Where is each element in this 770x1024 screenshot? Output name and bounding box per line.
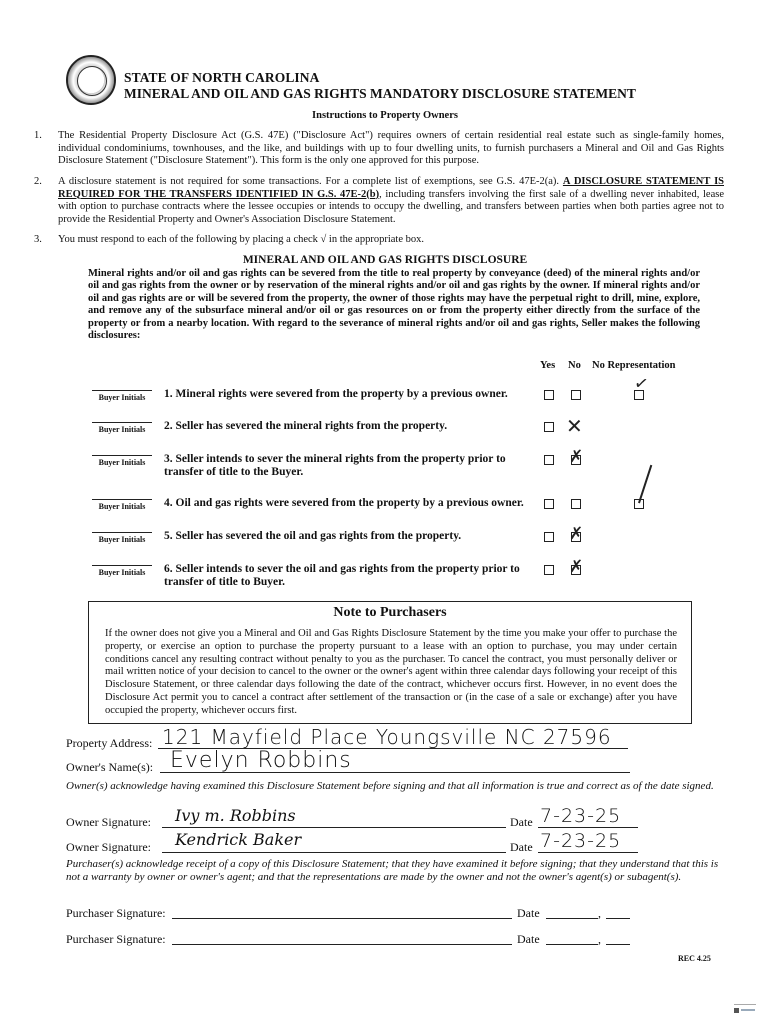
instruction-2 xyxy=(34,176,724,226)
instructions-heading: Instructions to Property Owners xyxy=(312,110,458,121)
buyer-initials-field[interactable]: Buyer Initials xyxy=(92,532,152,544)
instruction-number: 1. xyxy=(34,130,42,141)
column-no: No xyxy=(568,360,581,371)
checkmark-icon: ✓ xyxy=(632,372,650,396)
instruction-text: A disclosure statement is not required for some transactions. For a complete list of exemptions, see G.S. 47E-2(a). xyxy=(58,176,563,187)
note-to-purchasers-box xyxy=(88,601,692,724)
x-mark-icon: ✗ xyxy=(569,524,584,544)
disclosure-body: Mineral rights and/or oil and gas rights can be severed from the title to real property by conveyance (deed) of the mineral rights and/or oil and gas rights from the owner or by reservation of the mineral rights and/or oil and gas rights by the owner. If mineral rights and/or oil and gas rights are or will be severed from the property, the owner of those rights may have the perpetual right to drill, mine, explore, and remove any of the subsurface mineral and/or oil or gas resources on or from the property either directly from the surface of the property or from a nearby location. With regard to the severance of mineral rights and/or oil and gas rights, Seller makes the following disclosures: xyxy=(88,268,700,342)
instruction-number: 3. xyxy=(34,234,42,245)
instruction-number: 2. xyxy=(34,176,42,187)
question-text: 1. Mineral rights were severed from the property by a previous owner. xyxy=(164,388,508,400)
purchaser-acknowledgement: Purchaser(s) acknowledge receipt of a copy of this Disclosure Statement; that they have examined it before signing; that they understand that this is not a warranty by owner or owner's agent; and that the representations are made by the owner and not the owner's agent(s) or subagent(s). xyxy=(66,858,719,883)
checkbox-yes[interactable] xyxy=(544,532,554,542)
purchaser-year-field[interactable] xyxy=(606,918,630,919)
purchaser-date-field[interactable] xyxy=(546,944,598,945)
checkmark-icon xyxy=(638,465,652,504)
question-text: 2. Seller has severed the mineral rights from the property. xyxy=(164,420,448,432)
owner-date-1[interactable]: 7-23-25 xyxy=(540,805,622,827)
instruction-text-cont: , including transfers involving the first sale of a dwelling never inhabited, lease with option to purchase contracts where the lessee occupies or intends to occupy the dwelling, and transfers between parties when both parties agree not to provide the Residential Property and Owner's Association Disclosure Statement. xyxy=(58,188,725,225)
date-label: Date xyxy=(517,906,540,920)
title-form: MINERAL AND OIL AND GAS RIGHTS MANDATORY DISCLOSURE STATEMENT xyxy=(124,86,636,101)
instruction-3 xyxy=(34,234,724,247)
buyer-initials-field[interactable]: Buyer Initials xyxy=(92,455,152,467)
buyer-initials-field[interactable]: Buyer Initials xyxy=(92,499,152,511)
checkbox-no[interactable] xyxy=(571,390,581,400)
purchaser-date-field[interactable] xyxy=(546,918,598,919)
date-separator: , xyxy=(598,906,601,920)
instruction-1 xyxy=(34,130,724,168)
x-mark-icon: ✗ xyxy=(569,447,584,467)
property-address-label: Property Address: xyxy=(66,736,153,750)
buyer-initials-field[interactable]: Buyer Initials xyxy=(92,422,152,434)
x-mark-icon: ✗ xyxy=(569,557,584,577)
instruction-text: The Residential Property Disclosure Act (G.S. 47E) ("Disclosure Act") requires owners of certain residential real estate such as single-family homes, individual condominiums, townhouses, and the like, and buildings with up to four dwelling units, to furnish purchasers a Mineral and Oil and Gas Rights Disclosure Statement ("Disclosure Statement"). This form is the only one approved for this purpose. xyxy=(58,130,724,166)
state-seal-logo xyxy=(66,55,116,105)
owner-date-2[interactable]: 7-23-25 xyxy=(540,830,622,852)
note-body: If the owner does not give you a Mineral and Oil and Gas Rights Disclosure Statement by the time you make your offer to purchase the property, or exercise an option to purchase the property pursuant to a lease with an option to purchase, you may under certain conditions cancel any resulting contract without penalty to you as the purchaser. To cancel the contract, you must personally deliver or mail written notice of your decision to cancel to the owner or the owner's agent within three calendar days following your receipt of this Disclosure Statement, or three calendar days following the date of the contract, whichever occurs first. However, in no event does the Disclosure Act permit you to cancel a contract after settlement of the transaction or (in the case of a sale or exchange) after you have occupied the property, whichever occurs first. xyxy=(105,628,677,716)
owner-signature-1[interactable]: Ivy m. Robbins xyxy=(175,806,296,825)
scanner-watermark-icon xyxy=(734,1004,756,1015)
checkbox-yes[interactable] xyxy=(544,499,554,509)
question-text: 6. Seller intends to sever the oil and gas rights from the property prior to transfer of title to Buyer. xyxy=(164,563,520,588)
owner-acknowledgement: Owner(s) acknowledge having examined this Disclosure Statement before signing and that all information is true and correct as of the date signed. xyxy=(66,780,714,792)
property-address-field[interactable]: 121 Mayfield Place Youngsville NC 27596 xyxy=(162,725,612,749)
question-text: 3. Seller intends to sever the mineral rights from the property prior to transfer of title to the Buyer. xyxy=(164,453,506,478)
disclosure-title: MINERAL AND OIL AND GAS RIGHTS DISCLOSURE xyxy=(242,254,528,266)
question-text: 4. Oil and gas rights were severed from the property by a previous owner. xyxy=(164,497,524,509)
checkbox-yes[interactable] xyxy=(544,422,554,432)
date-label: Date xyxy=(510,815,533,829)
date-label: Date xyxy=(510,840,533,854)
purchaser-year-field[interactable] xyxy=(606,944,630,945)
date-separator: , xyxy=(598,932,601,946)
owner-names-label: Owner's Name(s): xyxy=(66,760,154,774)
purchaser-signature-label: Purchaser Signature: xyxy=(66,906,166,920)
buyer-initials-field[interactable]: Buyer Initials xyxy=(92,390,152,402)
question-text: 5. Seller has severed the oil and gas rights from the property. xyxy=(164,530,462,542)
checkbox-yes[interactable] xyxy=(544,455,554,465)
owner-signature-label: Owner Signature: xyxy=(66,815,151,829)
date-label: Date xyxy=(517,932,540,946)
purchaser-signature-label: Purchaser Signature: xyxy=(66,932,166,946)
instruction-emphasis: A DISCLOSURE STATEMENT IS REQUIRED FOR THE TRANSFERS IDENTIFIED IN G.S. 47E-2(b) xyxy=(58,176,724,200)
form-revision: REC 4.25 xyxy=(678,954,711,963)
column-yes: Yes xyxy=(540,360,556,371)
owner-signature-2[interactable]: Kendrick Baker xyxy=(175,830,302,849)
note-title: Note to Purchasers xyxy=(333,605,447,620)
checkbox-yes[interactable] xyxy=(544,565,554,575)
instruction-text: You must respond to each of the following by placing a check √ in the appropriate box. xyxy=(58,234,424,245)
column-no-representation: No Representation xyxy=(592,360,676,371)
owner-signature-label: Owner Signature: xyxy=(66,840,151,854)
checkbox-no[interactable] xyxy=(571,499,581,509)
buyer-initials-field[interactable]: Buyer Initials xyxy=(92,565,152,577)
x-mark-icon: ✕ xyxy=(566,414,583,438)
checkbox-yes[interactable] xyxy=(544,390,554,400)
owner-names-field[interactable]: Evelyn Robbins xyxy=(170,748,352,773)
title-state: STATE OF NORTH CAROLINA xyxy=(124,70,320,85)
